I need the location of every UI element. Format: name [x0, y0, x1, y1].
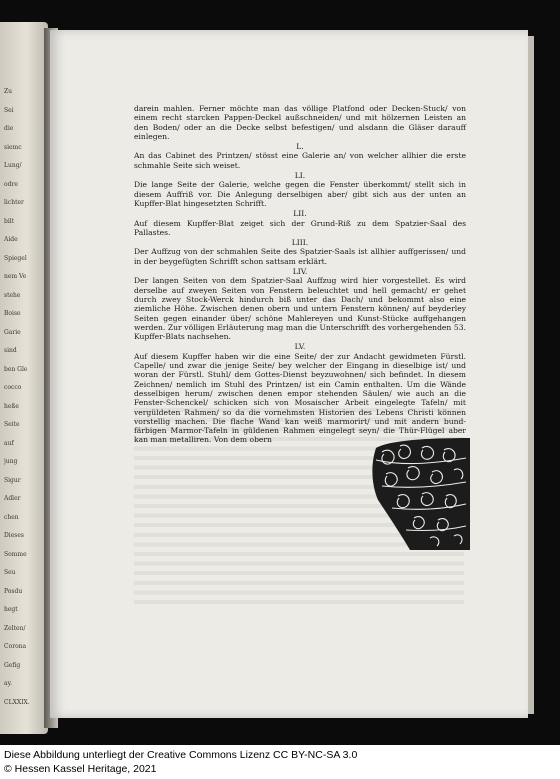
left-page-fragment: odre: [4, 180, 18, 188]
section-heading: LV.: [294, 342, 306, 352]
left-page-fragment: Seite: [4, 421, 20, 428]
section-paragraph: Auf diesem Kupffer-Blat zeiget sich der Grund-Riß zu dem Spatzier-Saal des Pallastes.: [134, 218, 466, 237]
left-page-fragment: hegt: [4, 606, 18, 613]
left-page-fragment: Zelten/: [4, 624, 26, 632]
left-page-fragment: siemc: [4, 143, 22, 151]
page-edge: [528, 36, 534, 714]
left-page-fragment: Corona: [4, 643, 27, 650]
left-page-fragment: Gefig: [4, 661, 21, 669]
left-page-fragment: Spiegel: [4, 254, 27, 262]
left-page-fragment: Seu: [4, 569, 16, 576]
left-page-fragment: die: [4, 125, 14, 132]
section-paragraph: Die lange Seite der Galerie, welche gegen die Fenster überkommt/ stellt sich in diesem Auffriß vor. Die Anlegung derselbigen aber/ gibt sich aus der unten an Kupffer-Blat hingesetzten Schrifft.: [134, 180, 466, 208]
intro-paragraph: darein mahlen. Ferner möchte man das völlige Platfond oder Decken-Stuck/ von einem recht starcken Pappen-Deckel außschneiden/ und mit hölzernen Leisten an den Boden/ oder an die Decke selbst befestigen/ und alsdann die Gläser darauff einlegen.: [134, 104, 466, 141]
license-note: Diese Abbildung unterliegt der Creative Commons Lizenz CC BY-NC-SA 3.0: [4, 749, 358, 761]
left-page-fragment: lichter: [4, 199, 24, 206]
section-heading: LIII.: [291, 238, 309, 248]
left-page-fragment: Sigur: [4, 476, 21, 484]
section-heading: LI.: [294, 171, 306, 181]
corner-ornament: [370, 438, 470, 550]
left-page-fragment: Dieses: [4, 532, 24, 539]
left-page-fragment: Adler: [4, 495, 21, 502]
page-text: [134, 104, 466, 445]
section-paragraph: Der langen Seiten von dem Spatzier-Saal Auffzug wird hier vorgestellet. Es wird derselbe auf zweyen Seiten von Fenstern beleuchtet und hell gemacht/ er gehet durch zwey Stock-Werck hindurch biß unter das Dach/ und bekommt also eine ziemliche Höhe. Zwischen denen obern und untern Fenstern können/ auf beyderley Seiten gegen einander über/ schöne Mahlereyen und Kunst-Stücke auffgehangen werden. Zur völligen Erläuterung mag man die Unterschrifft des vorhergehenden 53. Kupffer-Blats nachsehen.: [134, 276, 466, 342]
left-page-fragment: sind: [4, 347, 17, 354]
left-page-fragment: Garie: [4, 328, 21, 336]
left-page-fragment: Aide: [4, 236, 18, 243]
left-page-fragment: nem Ve: [4, 273, 27, 280]
left-page-fragment: bilt: [4, 217, 15, 225]
left-page-fragment: Somme: [4, 550, 27, 558]
left-page-fragment: Zu: [4, 88, 13, 95]
section-heading: LII.: [293, 209, 307, 219]
section-heading: LIV.: [292, 267, 308, 277]
left-page-fragment: Lung/: [4, 162, 22, 169]
left-page-fragment: CLXXIX.: [4, 698, 30, 706]
copyright-note: © Hessen Kassel Heritage, 2021: [4, 763, 157, 775]
left-page-fragment: ay.: [4, 680, 13, 687]
left-page-fragment: ben Gle: [4, 365, 28, 373]
left-page-fragment: auf: [4, 439, 14, 447]
left-page: [0, 22, 48, 734]
left-page-fragment: chen: [4, 513, 19, 521]
section-paragraph: Der Auffzug von der schmahlen Seite des Spatzier-Saals ist allhier auffgerissen/ und in der beygefügten Schrifft schon sattsam erklärt.: [134, 247, 466, 266]
left-page-fragment: stehe: [4, 291, 21, 299]
section-heading: L.: [296, 142, 304, 152]
left-page-fragment: Posdu: [4, 587, 23, 595]
left-page-fragment: Boise: [4, 310, 21, 317]
left-page-fragment: heße: [4, 402, 19, 410]
image-footer: [4, 748, 556, 776]
left-page-fragment: Sei: [4, 106, 14, 114]
left-page-fragment: jung: [4, 458, 18, 465]
section-paragraph: An das Cabinet des Printzen/ stösst eine Galerie an/ von welcher allhier die erste schmahle Seite sich weiset.: [134, 151, 466, 170]
section-paragraph: Auf diesem Kupffer haben wir die eine Seite/ der zur Andacht gewidmeten Fürstl. Capelle/ und zwar die jenige Seite/ bey welcher der Eingang in dieselbige ist/ und woran der Fürstl. Stuhl/ dem Gottes-Dienst beyzuwohnen/ sich befindet. In diesem Zeichnen/ nemlich im Stuhl des Printzen/ ist ein Camin enthalten. Um die Wände desselbigen herum/ zwischen denen empor stehenden Säulen/ wie auch an die Fenster-Schenckel/ schicken sich von Mosaischer Arbeit eingelegte Tafeln/ mit vergüldeten Rahmen/ so da die vornehmsten Historien des Lebens Christi können vorstellig machen. Die flache Wand kan weiß marmorirt/ und mit andern bund-färbigen Marmor-Tafeln in güldenen Rahmen eingelegt seyn/ die Thür-Flügel aber kan man metalliren. Von dem obern: [134, 351, 466, 445]
left-page-fragment: cocco: [4, 384, 22, 391]
